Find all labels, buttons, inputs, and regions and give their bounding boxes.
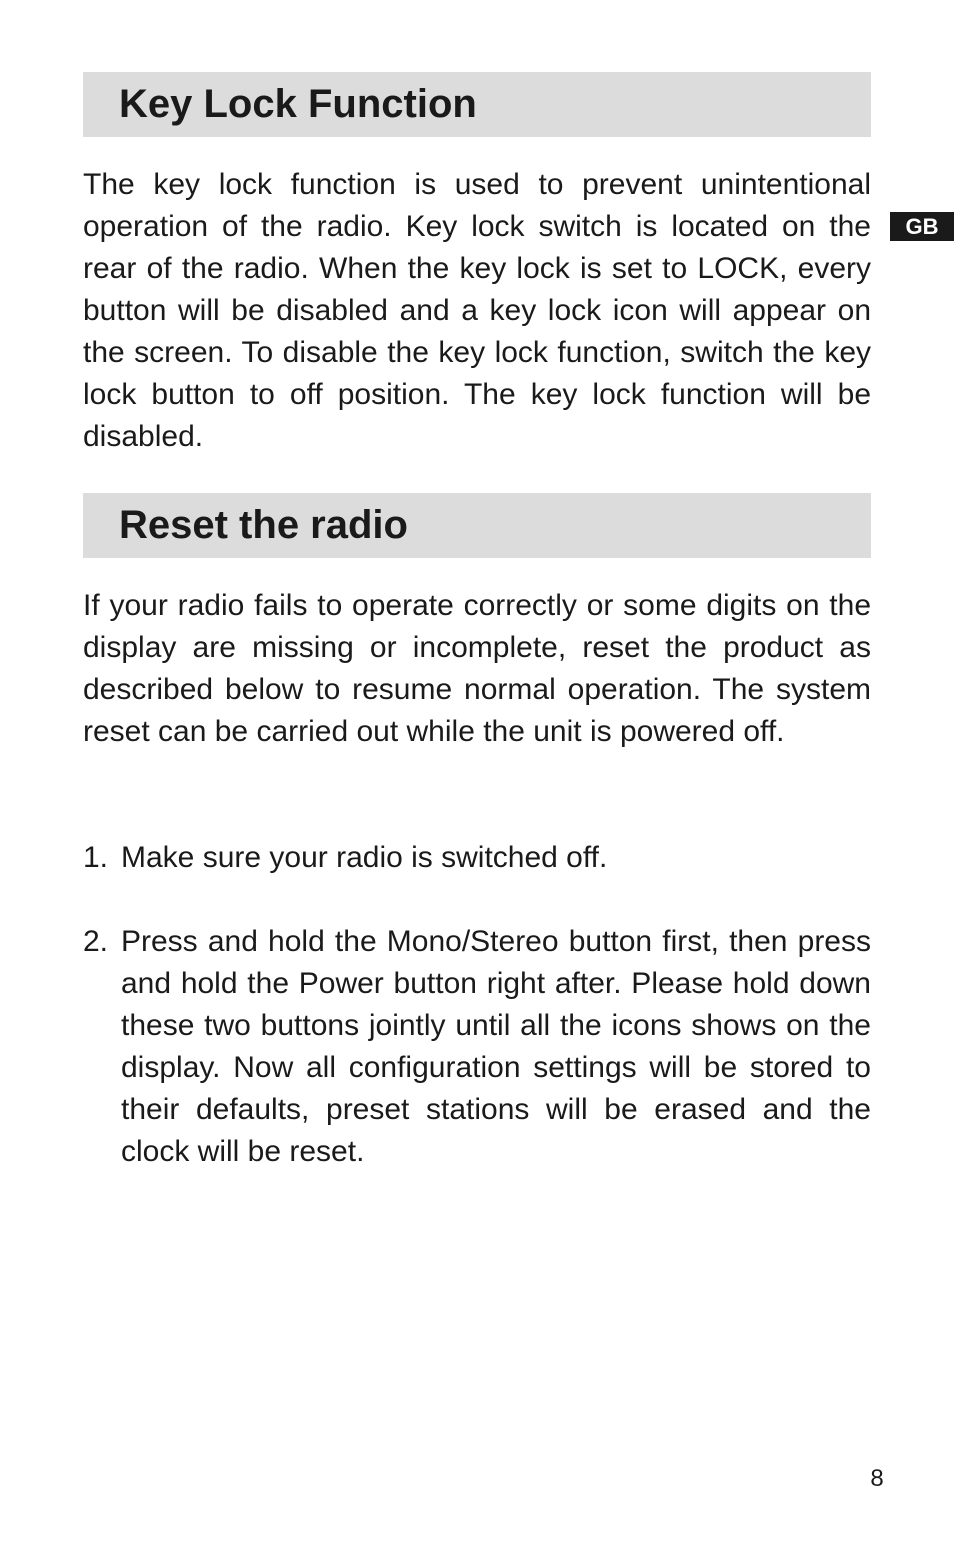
paragraph-key-lock: The key lock function is used to prevent unintentional operation of the radio. Key lock switch is located on the rear of the radio. When the key lock is set to LOCK, every button will be disabled and a key lock icon will appear on the screen. To disable the key lock function, switch the key lock button to off position. The key lock function will be disabled. [83, 168, 871, 453]
step-number: 2. [83, 925, 109, 958]
page-number: 8 [870, 1465, 884, 1492]
language-tab: GB [890, 212, 954, 241]
step-text: Make sure your radio is switched off. [121, 841, 608, 874]
reset-steps-list [83, 837, 871, 1173]
section-title-key-lock: Key Lock Function [119, 82, 477, 126]
step-number: 1. [83, 841, 109, 874]
paragraph-reset: If your radio fails to operate correctly or some digits on the display are missing or incomplete, reset the product as described below to resume normal operation. The system reset can be carried out while the unit is powered off. [83, 589, 871, 748]
section-header-reset [83, 493, 871, 558]
list-item [83, 921, 871, 1173]
section-header-key-lock [83, 72, 871, 137]
step-text: Press and hold the Mono/Stereo button first, then press and hold the Power button right after. Please hold down these two buttons jointly until all the icons shows on the display. Now all configuration settings will be stored to their defaults, preset stations will be erased and the clock will be reset. [121, 925, 871, 1168]
section-title-reset: Reset the radio [119, 503, 408, 547]
list-item [83, 837, 871, 879]
